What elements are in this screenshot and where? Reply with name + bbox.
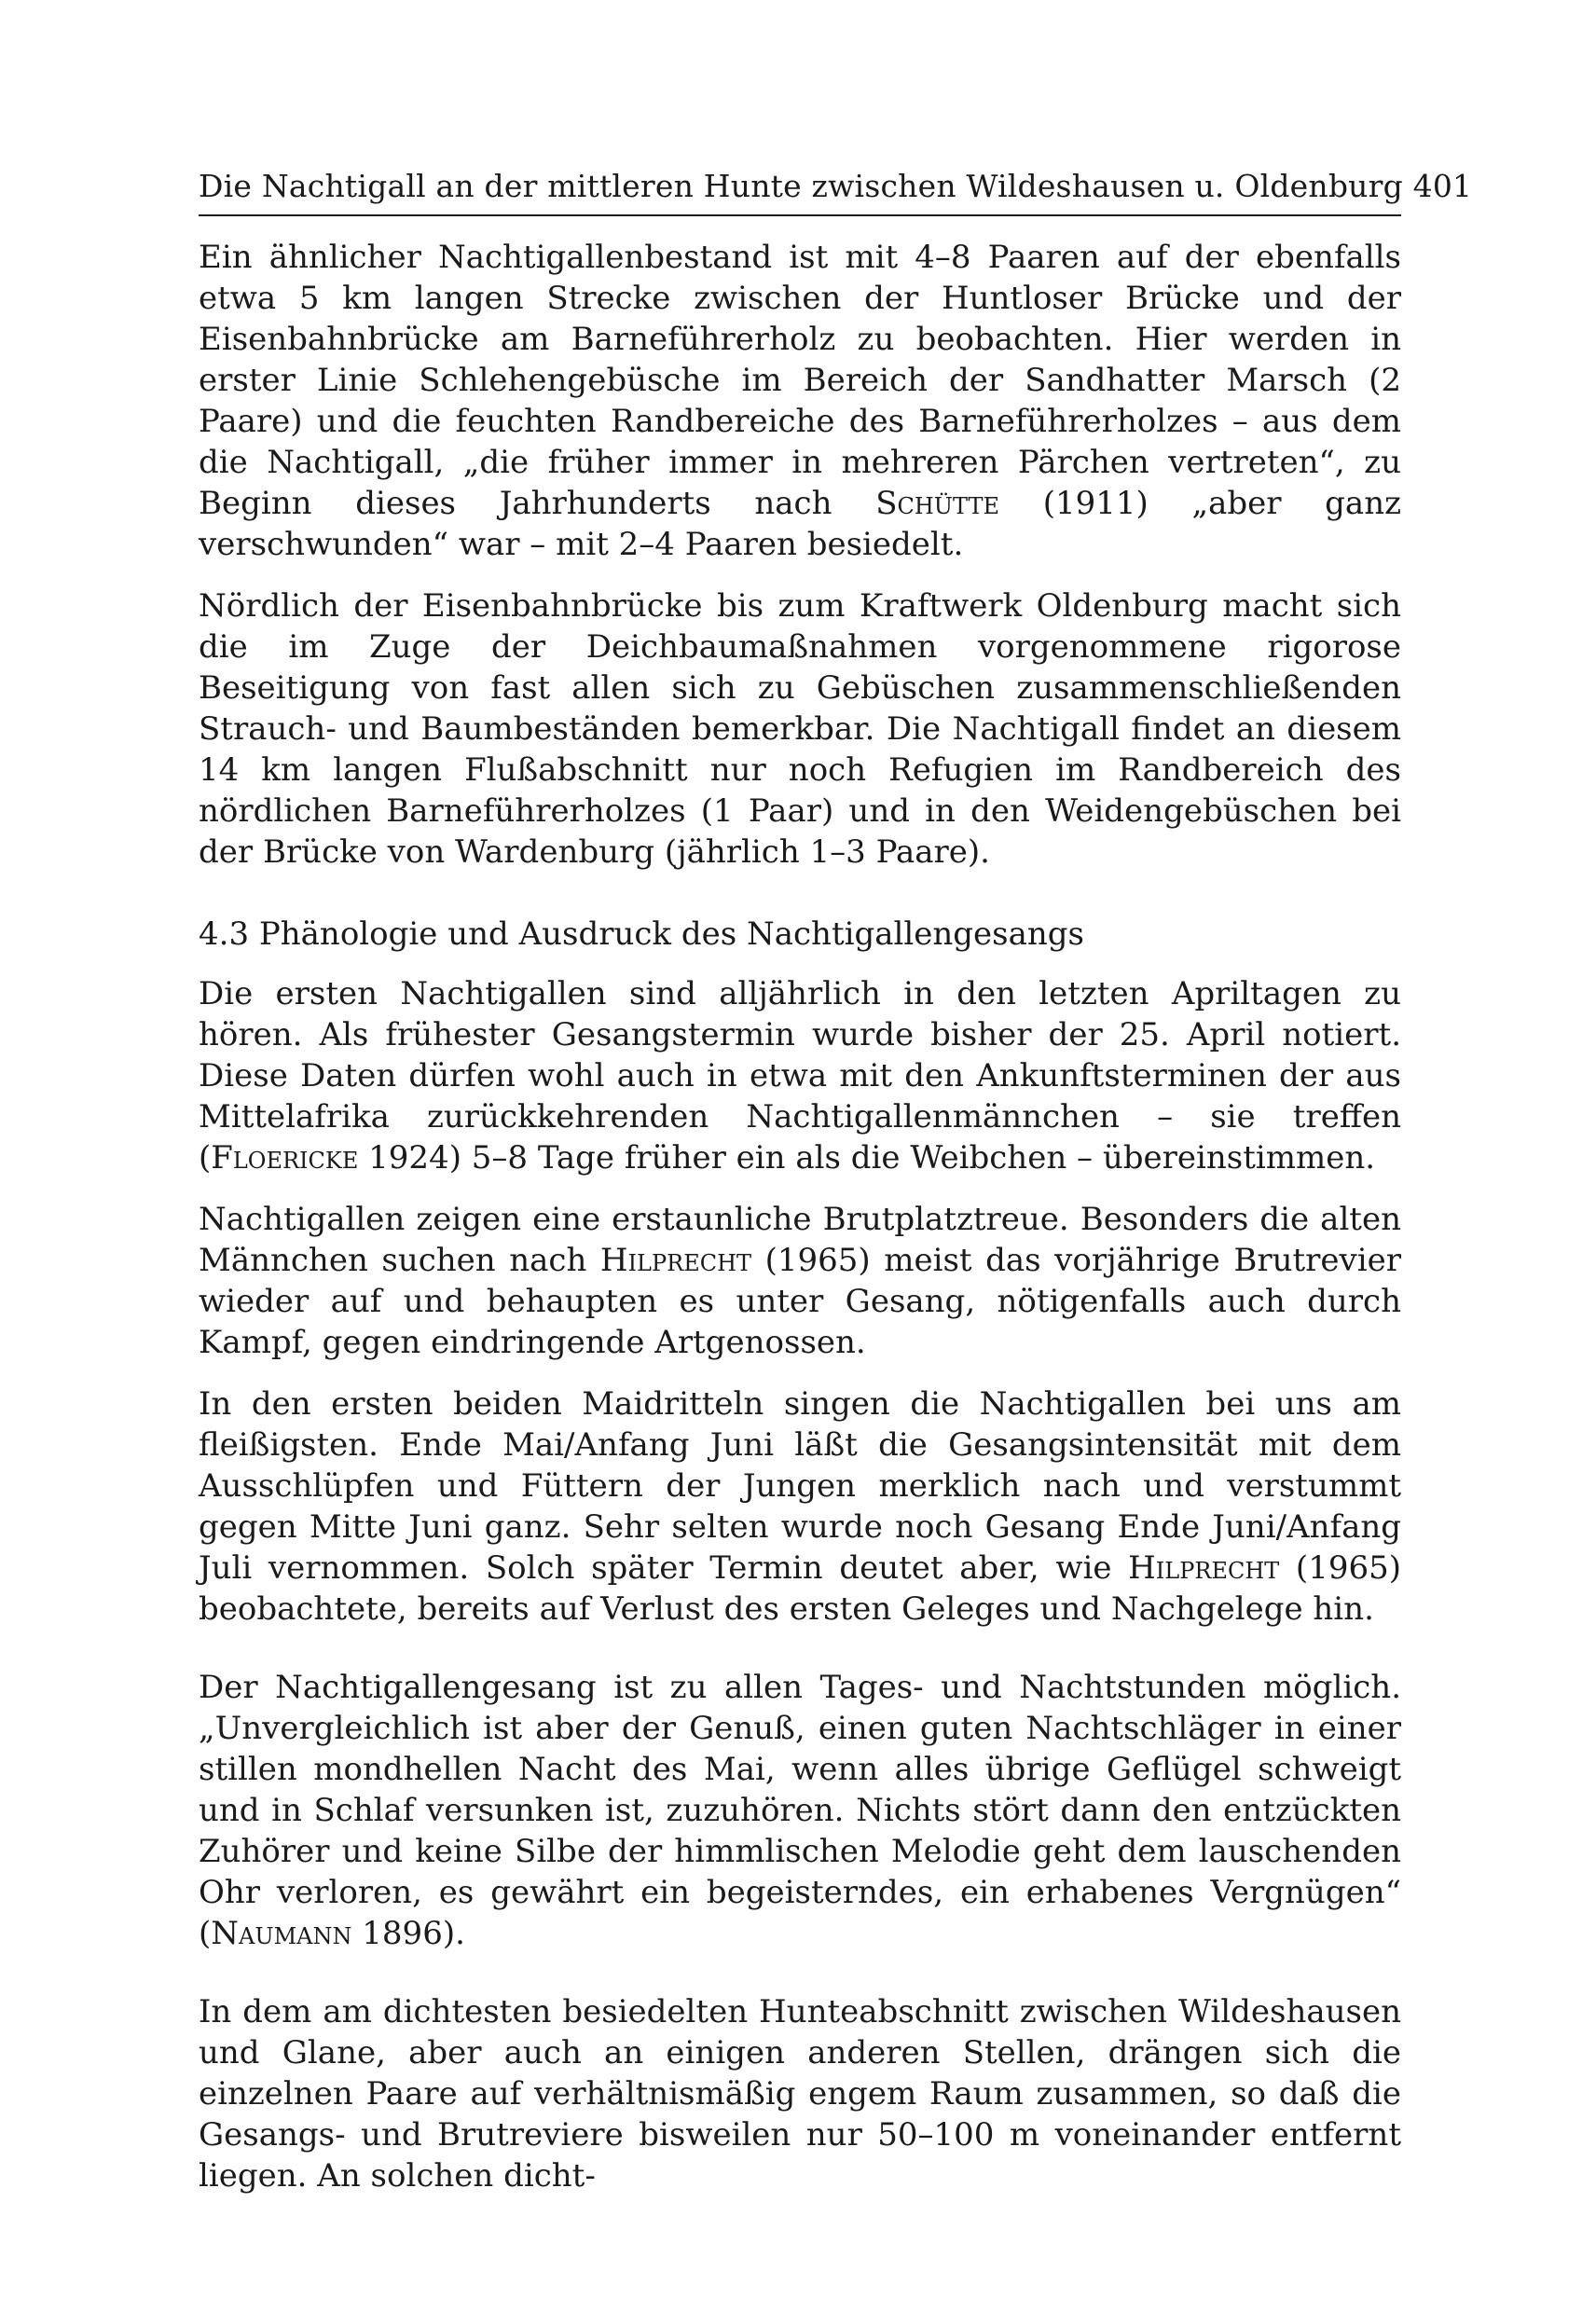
paragraph-2: Nördlich der Eisenbahnbrücke bis zum Kraftwerk Oldenburg macht sich die im Zuge der Deichbaumaßnahmen vorgenommene rigorose Beseitigung von fast allen sich zu Gebüschen zusammenschließenden Strauch- und Baumbeständen bemerkbar. Die Nachtigall findet an diesem 14 km langen Flußabschnitt nur noch Refugien im Randbereich des nördlichen Barneführerholzes (1 Paar) und in den Weidengebüschen bei der Brücke von Wardenburg (jährlich 1–3 Paare). xyxy=(199,587,1401,871)
book-page xyxy=(199,166,1473,2196)
author-citation: Naumann xyxy=(211,1915,352,1952)
paragraph-7: In dem am dichtesten besiedelten Hunteabschnitt zwischen Wildeshausen und Glane, aber auch an einigen anderen Stellen, drängen sich die einzelnen Paare auf verhältnismäßig engem Raum zusammen, so daß die Gesangs- und Brutreviere bisweilen nur 50–100 m voneinander entfernt liegen. An solchen dicht- xyxy=(199,1993,1401,2195)
author-citation: Floericke xyxy=(211,1139,359,1177)
paragraph-1: Ein ähnlicher Nachtigallenbestand ist mit 4–8 Paaren auf der ebenfalls etwa 5 km langen Strecke zwischen der Huntloser Brücke und der Eisenbahnbrücke am Barneführerholz zu beobachten. Hier werden in erster Linie Schlehengebüsche im Bereich der Sandhatter Marsch (2 Paare) und die feuchten Randbereiche des Barneführerholzes – aus dem die Nachtigall, „die früher immer in mehreren Pärchen vertreten“, zu Beginn dieses Jahrhunderts nach Schütte (1911) „aber ganz verschwunden“ war – mit 2–4 Paaren besiedelt. xyxy=(199,239,1402,563)
author-citation: Schütte xyxy=(875,485,999,522)
paragraph-6: Der Nachtigallengesang ist zu allen Tages- und Nachtstunden möglich. „Unvergleichlich ist aber der Genuß, einen guten Nachtschläger in einer stillen mondhellen Nacht des Mai, wenn alles übrige Geflügel schweigt und in Schlaf versunken ist, zuzuhören. Nichts stört dann den entzückten Zuhörer und keine Silbe der himmlischen Melodie geht dem lauschenden Ohr verloren, es gewährt ein begeisterndes, ein erhabenes Vergnügen“ (Naumann 1896). xyxy=(199,1669,1401,1952)
author-citation: Hilprecht xyxy=(1128,1549,1280,1587)
running-title: Die Nachtigall an der mittleren Hunte zwischen Wildeshausen u. Oldenburg xyxy=(199,168,1403,204)
paragraph-4: Nachtigallen zeigen eine erstaunliche Brutplatztreue. Besonders die alten Männchen suchen nach Hilprecht (1965) meist das vorjährige Brutrevier wieder auf und behaupten es unter Gesang, nötigenfalls auch durch Kampf, gegen eindringende Artgenossen. xyxy=(199,1201,1401,1361)
page-number: 401 xyxy=(1412,168,1473,204)
paragraph-5: In den ersten beiden Maidritteln singen die Nachtigallen bei uns am fleißigsten. Ende Mai/Anfang Juni läßt die Gesangsintensität mit dem Ausschlüpfen und Füttern der Jungen merklich nach und verstummt gegen Mitte Juni ganz. Sehr selten wurde noch Gesang Ende Juni/Anfang Juli vernommen. Solch später Termin deutet aber, wie Hilprecht (1965) beobachtete, bereits auf Verlust des ersten Geleges und Nachgelege hin. xyxy=(199,1385,1401,1628)
running-header xyxy=(199,166,1473,216)
author-citation: Hilprecht xyxy=(599,1242,752,1279)
section-heading: 4.3 Phänologie und Ausdruck des Nachtigallengesangs xyxy=(199,915,1084,953)
body-text xyxy=(199,237,1401,2196)
paragraph-3: Die ersten Nachtigallen sind alljährlich in den letzten Apriltagen zu hören. Als frühester Gesangstermin wurde bisher der 25. April notiert. Diese Daten dürfen wohl auch in etwa mit den Ankunftsterminen der aus Mittelafrika zurückkehrenden Nachtigallenmännchen – sie treffen (Floericke 1924) 5–8 Tage früher ein als die Weibchen – übereinstimmen. xyxy=(199,975,1401,1177)
